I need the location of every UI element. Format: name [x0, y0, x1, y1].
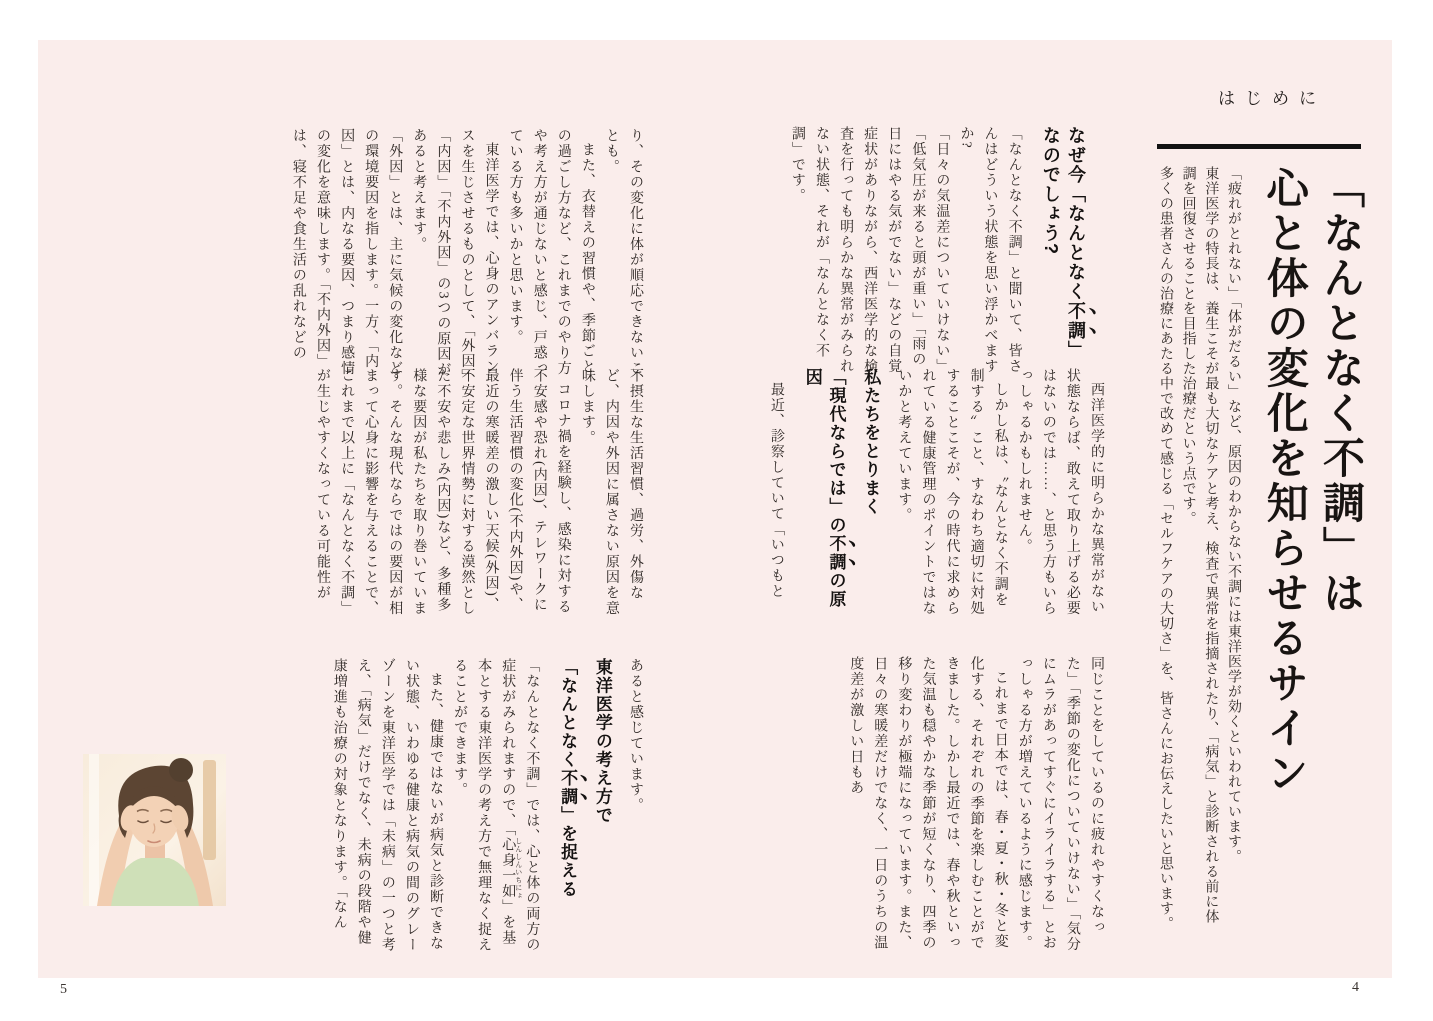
right-page-band-1	[740, 126, 1108, 378]
ruby-reading: しんしんいちにょ	[514, 837, 523, 899]
heading-text: 「現代ならでは」の	[826, 368, 846, 535]
body-paragraph: 同じことをしているのに疲れやすくなった」「季節の変化についていけない」「気分にムラがあってすぐにイライラする」とおっしゃる方が増えているように感じます。	[1016, 656, 1104, 952]
left-page-band-1	[95, 128, 647, 378]
main-title-line1: 「なんとなく不調」は	[1317, 166, 1363, 616]
body-paragraph: り、その変化に体が順応できないことも。	[603, 128, 643, 376]
body-paragraph: 西洋医学的に明らかな異常がない状態ならば、敢えて取り上げる必要はないのでは……、と思う方もいらっしゃるかもしれません。	[1016, 368, 1104, 616]
chapter-kicker: はじめに	[1218, 89, 1326, 108]
section2-heading-line1: 私たちをとりまく	[861, 368, 881, 516]
body-paragraph: また、衣替えの習慣や、季節ごとの過ごし方など、これまでのやり方や考え方が通じないと感じ、戸惑っている方も多いかと思います。	[507, 128, 595, 376]
lead-paragraphs	[1142, 166, 1244, 938]
lead-p2: 東洋医学の特長は、養生こそが最も大切なケアと考え、検査で異常を指摘されたり、「病気」と診断される前に体調を回復させることを目指した治療だという点です。	[1180, 166, 1219, 924]
title-rule	[1157, 144, 1361, 149]
photo-woman-massaging-temples	[83, 754, 226, 906]
body-paragraph: 「日々の気温差についていけない」「低気圧が来ると頭が重い」「雨の日にはやる気がでない」などの自覚症状がありながら、西洋医学的な検査を行っても明らかな異常がみられない状態、それが「なんとなく不調」です。	[789, 126, 950, 374]
heading-text: 」	[1066, 340, 1086, 360]
heading-text: 「なんとなく	[558, 658, 578, 769]
ruby-base: 心身一如	[500, 837, 516, 899]
ruby-shinshin-ichinyo	[500, 837, 523, 899]
body-paragraph-with-ruby	[447, 658, 543, 958]
emphasized-word: 不調	[1066, 301, 1086, 341]
emphasized-word: 不調	[558, 769, 578, 806]
heading-text: の原因	[802, 368, 846, 609]
heading-text: 」を捉える	[558, 806, 578, 899]
body-paragraph: あると感じています。	[628, 658, 643, 813]
section1-heading-line2: なのでしょう?	[1040, 126, 1061, 256]
emphasized-word: 不調	[826, 534, 846, 572]
section1-heading	[1038, 126, 1099, 378]
body-paragraph: また、健康ではないが病気と診断できない状態、いわゆる健康と病気の間のグレーゾーンを東洋医学では「未病」の一つと考え、「病気」だけでなく、未病の段階や健康増進も治療の対象となります。「なん	[331, 658, 444, 953]
section1-heading-line1	[1063, 126, 1099, 378]
section3-heading-line1: 東洋医学の考え方で	[592, 658, 612, 825]
section3-heading	[555, 658, 614, 958]
paragraph-text: 「なんとなく不調」では、心と体の両方の症状がみられますので、「	[500, 658, 540, 953]
right-page-band-3	[740, 656, 1108, 956]
body-paragraph: 東洋医学では、心身のアンバランスを生じさせるものとして、「外因」「内因」「不内外因」の3つの原因があると考えます。	[411, 128, 499, 378]
photo-illustration	[83, 754, 226, 906]
main-title	[1246, 166, 1368, 966]
body-paragraph: これまで日本では、春・夏・秋・冬と変化する、それぞれの季節を楽しむことができました。しかし最近では、春や秋といった気温も穏やかな季節が短くなり、四季の移り変わりが極端になっています。また、日々の寒暖差だけでなく、一日のうちの温度差が激しい日もあ	[848, 656, 1008, 951]
page-number-left: 5	[60, 982, 67, 997]
page-number-right: 4	[1352, 980, 1359, 995]
body-paragraph: 「なんとなく不調」と聞いて、皆さんはどういう状態を思い浮かべますか?	[958, 126, 1022, 374]
paragraph-text: 」を基本とする東洋医学の考え方で無理なく捉えることができます。	[452, 658, 516, 953]
right-page-band-2	[740, 368, 1108, 618]
lead-p3: 多くの患者さんの治療にあたる中で改めて感じる「セルフケアの大切さ」を、皆さんにお伝えしたいと思います。	[1157, 166, 1173, 931]
section2-heading-line2	[800, 368, 859, 618]
body-paragraph: 不摂生な生活習慣、過労、外傷など、内因や外因に属さない原因を意味します。	[579, 368, 643, 616]
section2-heading	[800, 368, 882, 618]
body-paragraph: しかし私は、〝なんとなく不調を制する〟こと、すなわち適切に対処することこそが、今の時代に求められている健康管理のポイントではないかと考えています。	[896, 368, 1008, 616]
spread-background	[38, 40, 1392, 978]
main-title-line2: 心と体の変化を知らせるサイン	[1260, 166, 1307, 796]
left-page-band-2	[95, 368, 647, 618]
body-paragraph: 「外因」とは、主に気候の変化などの環境要因を指します。一方、「内因」とは、内なる要因、つまり感情の変化を意味します。「不内外因」は、寝不足や食生活の乱れなどの	[290, 128, 403, 376]
lead-p1: 「疲れがとれない」「体がだるい」など、原因のわからない不調には東洋医学が効くといわれています。	[1226, 166, 1241, 864]
heading-text: なぜ今「なんとなく	[1066, 126, 1086, 302]
body-paragraph: 最近、診察していて「いつもと	[768, 382, 784, 599]
section3-heading-line2	[555, 658, 590, 958]
body-paragraph: コロナ禍を経験し、感染に対する不安感や恐れ(内因)、テレワークに伴う生活習慣の変化(不内外因)や、最近の寒暖差の激しい天候(外因)、不安定な世界情勢に対する漠然とした不安や悲しみ(内因)など、多種多様な要因が私たちを取り巻いています。そんな現代ならではの要因が相まって心身に影響を与えることで、これまで以上に「なんとなく不調」が生じやすくなっている可能性が	[314, 368, 571, 616]
